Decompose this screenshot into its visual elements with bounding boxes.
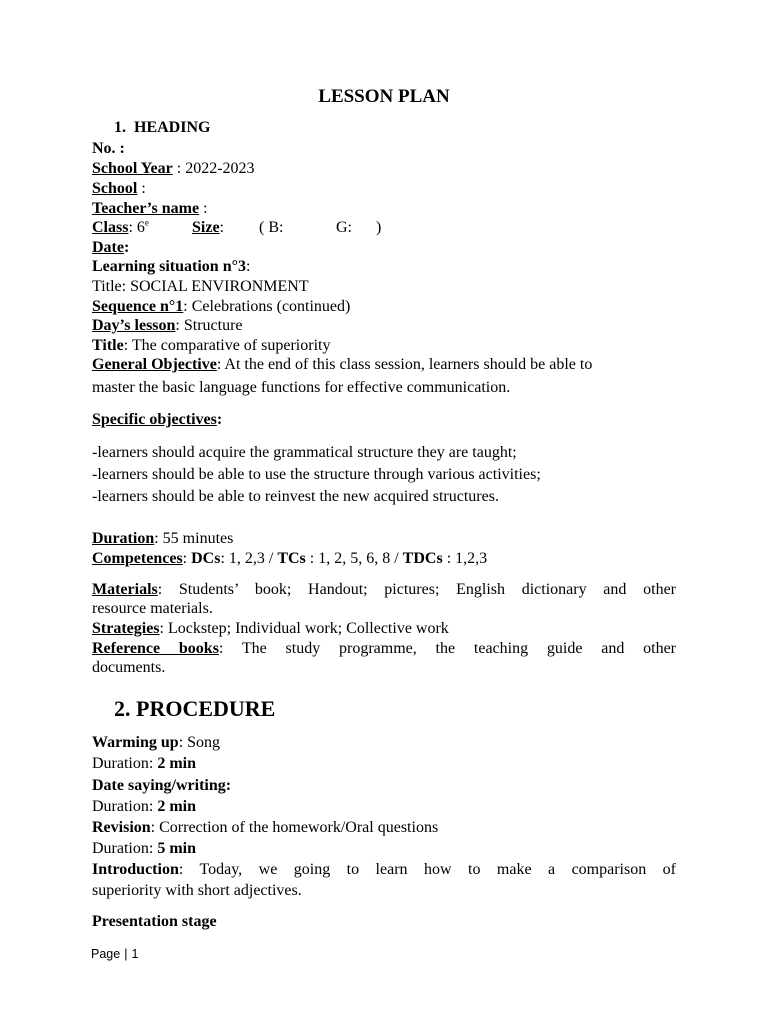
revision-field xyxy=(92,818,438,838)
school-year-field xyxy=(92,159,255,179)
size-label: Size xyxy=(192,219,220,236)
strategies-value: : Lockstep; Individual work; Collective work xyxy=(159,620,449,637)
school-field xyxy=(92,179,146,199)
date-label: Date xyxy=(92,239,124,256)
lesson-title-field xyxy=(92,336,330,356)
duration-field xyxy=(92,529,233,549)
heading-number: 1. xyxy=(114,119,126,136)
materials-line-1 xyxy=(92,580,676,600)
size-boys: ( B: xyxy=(259,219,284,236)
general-objective-line-2: master the basic language functions for effective communication. xyxy=(92,379,511,396)
strategies-field xyxy=(92,619,449,639)
page-label: Page xyxy=(91,947,121,961)
school-year-label: School Year xyxy=(92,160,173,177)
situation-title: Title: SOCIAL ENVIRONMENT xyxy=(92,278,309,295)
materials-label: Materials xyxy=(92,581,158,598)
competences-dcs: DCs xyxy=(191,550,221,567)
general-objective-text-1: : At the end of this class session, learners should be able to xyxy=(216,356,593,373)
specific-objective-item: -learners should be able to use the structure through various activities; xyxy=(92,466,541,483)
reference-books-line-2: documents. xyxy=(92,659,166,676)
date-sep: : xyxy=(123,239,130,256)
class-label: Class xyxy=(92,219,129,236)
competences-label: Competences xyxy=(92,550,183,567)
reference-books-text-1: : The study programme, the teaching guide and other xyxy=(218,640,677,657)
school-sep: : xyxy=(137,180,146,197)
days-lesson-field xyxy=(92,316,243,336)
size-girls: G: xyxy=(336,219,352,236)
duration-value: 2 min xyxy=(157,798,196,815)
class-sep: : xyxy=(128,219,137,236)
duration-value: 5 min xyxy=(157,840,196,857)
page-separator: | xyxy=(124,947,128,961)
presentation-stage-heading: Presentation stage xyxy=(92,913,217,930)
school-year-value: 2022-2023 xyxy=(185,160,255,177)
revision-duration xyxy=(92,839,196,859)
strategies-label: Strategies xyxy=(92,620,160,637)
duration-value: : 55 minutes xyxy=(154,530,234,547)
date-duration xyxy=(92,797,196,817)
competences-tdcs-value: : 1,2,3 xyxy=(442,550,488,567)
warming-up-field xyxy=(92,733,220,753)
duration-label: Duration: xyxy=(92,755,158,772)
sequence-value: : Celebrations (continued) xyxy=(183,298,351,315)
materials-text-1: : Students’ book; Handout; pictures; English dictionary and other xyxy=(157,581,676,598)
warming-duration xyxy=(92,754,196,774)
sequence-label: Sequence n°1 xyxy=(92,298,184,315)
page-footer xyxy=(91,947,138,961)
days-lesson-value: : Structure xyxy=(175,317,243,334)
lesson-title-label: Title xyxy=(92,337,124,354)
competences-tcs: TCs xyxy=(277,550,306,567)
duration-label: Duration: xyxy=(92,798,158,815)
teacher-label: Teacher’s name xyxy=(92,200,200,217)
duration-label: Duration xyxy=(92,530,155,547)
learning-situation-sep: : xyxy=(245,258,251,275)
document-title: LESSON PLAN xyxy=(318,86,450,107)
specific-objectives-sep: : xyxy=(216,411,223,428)
lesson-title-value: : The comparative of superiority xyxy=(123,337,331,354)
no-field: No. : xyxy=(92,140,125,157)
duration-label: Duration: xyxy=(92,840,158,857)
class-value: 6 xyxy=(136,219,145,236)
introduction-line-1 xyxy=(92,860,676,880)
class-sup: e xyxy=(144,217,149,228)
heading-label: HEADING xyxy=(134,119,211,136)
competences-sep: : xyxy=(182,550,192,567)
procedure-heading: 2. PROCEDURE xyxy=(114,696,276,721)
competences-tcs-value: : 1, 2, 5, 6, 8 / xyxy=(305,550,403,567)
general-objective-line-1 xyxy=(92,355,592,375)
reference-books-label: Reference books xyxy=(92,640,219,657)
competences-tdcs: TDCs xyxy=(402,550,443,567)
specific-objective-item: -learners should acquire the grammatical structure they are taught; xyxy=(92,444,517,461)
revision-value: : Correction of the homework/Oral questions xyxy=(150,819,439,836)
revision-label: Revision xyxy=(92,819,151,836)
duration-value: 2 min xyxy=(157,755,196,772)
section-heading-1 xyxy=(114,119,210,137)
size-field xyxy=(192,218,224,238)
warming-up-value: : Song xyxy=(178,734,221,751)
days-lesson-label: Day’s lesson xyxy=(92,317,176,334)
specific-objectives-heading xyxy=(92,410,222,430)
teacher-sep: : xyxy=(199,200,208,217)
materials-line-2: resource materials. xyxy=(92,600,213,617)
warming-up-label: Warming up xyxy=(92,734,179,751)
general-objective-label: General Objective xyxy=(92,356,217,373)
sequence-field xyxy=(92,297,350,317)
specific-objectives-label: Specific objectives xyxy=(92,411,217,428)
page-number: 1 xyxy=(131,947,139,961)
learning-situation-label: Learning situation n°3 xyxy=(92,258,246,275)
introduction-text-1: : Today, we going to learn how to make a comparison of xyxy=(178,861,676,878)
introduction-line-2: superiority with short adjectives. xyxy=(92,882,302,899)
learning-situation-field xyxy=(92,257,250,277)
class-field xyxy=(92,218,492,238)
specific-objective-item: -learners should be able to reinvest the new acquired structures. xyxy=(92,488,499,505)
reference-books-line-1 xyxy=(92,639,676,659)
date-field xyxy=(92,238,129,258)
size-close: ) xyxy=(376,219,382,236)
introduction-label: Introduction xyxy=(92,861,179,878)
size-sep: : xyxy=(219,219,224,236)
date-saying-heading: Date saying/writing: xyxy=(92,777,232,794)
school-label: School xyxy=(92,180,138,197)
competences-dcs-value: : 1, 2,3 / xyxy=(220,550,278,567)
school-year-sep: : xyxy=(172,160,186,177)
competences-field xyxy=(92,549,487,569)
teacher-field xyxy=(92,199,208,219)
